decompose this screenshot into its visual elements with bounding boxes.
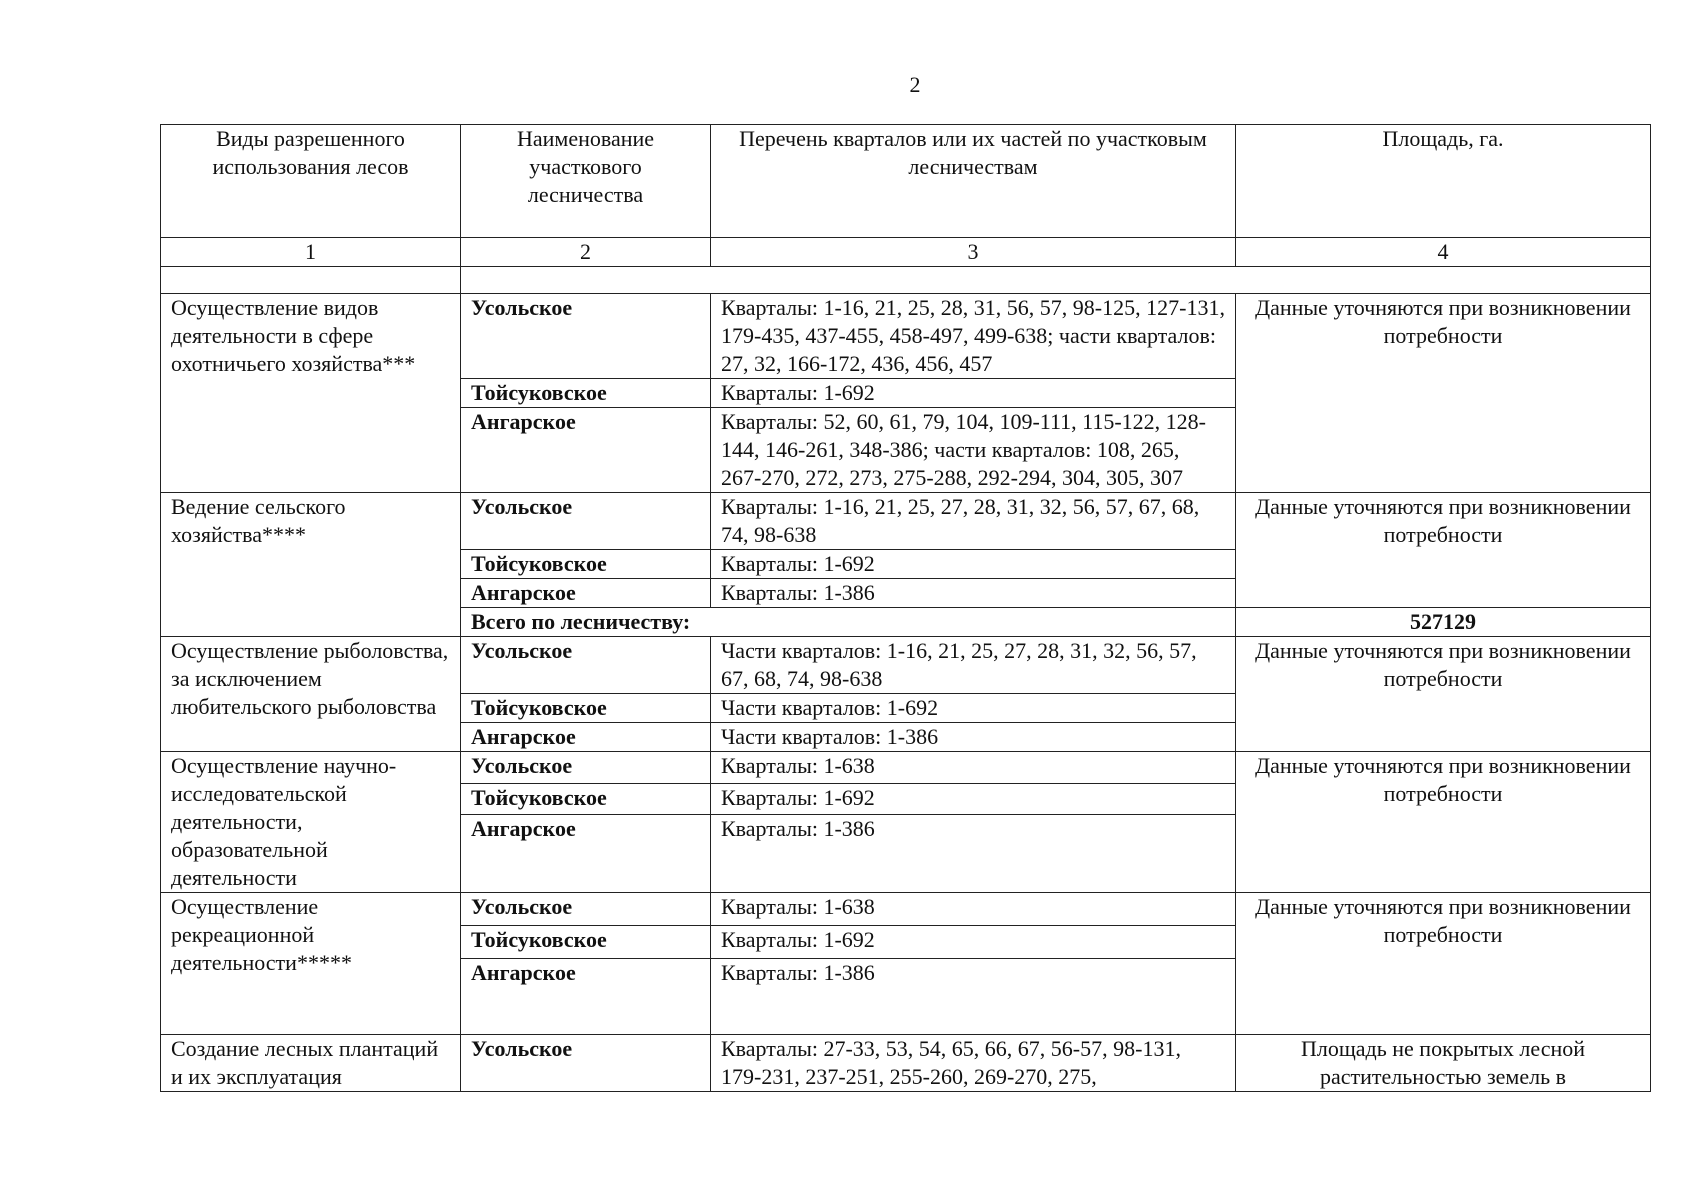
- use-type-cell: Осуществление научно-исследовательской деятельности, образовательной деятельности: [161, 752, 461, 893]
- use-type-cell: Ведение сельского хозяйства****: [161, 493, 461, 637]
- forestry-name: Усольское: [461, 752, 711, 784]
- forestry-name: Ангарское: [461, 723, 711, 752]
- quarters-cell: Кварталы: 1-638: [711, 752, 1236, 784]
- forestry-name: Ангарское: [461, 815, 711, 893]
- header-use-types: Виды разрешенного использования лесов: [161, 125, 461, 238]
- forestry-name: Усольское: [461, 1035, 711, 1092]
- area-cell: Площадь не покрытых лесной растительностью земель в: [1236, 1035, 1651, 1092]
- quarters-cell: Части кварталов: 1-386: [711, 723, 1236, 752]
- forestry-name: Усольское: [461, 294, 711, 379]
- quarters-cell: Кварталы: 1-692: [711, 926, 1236, 959]
- column-number: 3: [711, 238, 1236, 267]
- forestry-name: Тойсуковское: [461, 926, 711, 959]
- quarters-cell: Кварталы: 1-386: [711, 815, 1236, 893]
- forestry-name: Тойсуковское: [461, 379, 711, 408]
- table-row: [161, 637, 1651, 694]
- quarters-cell: Кварталы: 1-16, 21, 25, 27, 28, 31, 32, 56, 57, 67, 68, 74, 98-638: [711, 493, 1236, 550]
- area-cell: Данные уточняются при возникновении потребности: [1236, 493, 1651, 608]
- page-number: 2: [909, 72, 921, 97]
- header-row: [161, 125, 1651, 238]
- column-number-row: [161, 238, 1651, 267]
- use-type-cell: Осуществление видов деятельности в сфере охотничьего хозяйства***: [161, 294, 461, 493]
- forest-use-table: [160, 124, 1651, 1092]
- use-type-cell: Осуществление рекреационной деятельности*****: [161, 893, 461, 1035]
- quarters-cell: Части кварталов: 1-16, 21, 25, 27, 28, 31, 32, 56, 57, 67, 68, 74, 98-638: [711, 637, 1236, 694]
- area-cell: Данные уточняются при возникновении потребности: [1236, 294, 1651, 493]
- column-number: 2: [461, 238, 711, 267]
- use-type-cell: Создание лесных плантаций и их эксплуатация: [161, 1035, 461, 1092]
- forestry-name: Усольское: [461, 493, 711, 550]
- area-cell: Данные уточняются при возникновении потребности: [1236, 893, 1651, 1035]
- quarters-cell: Кварталы: 1-386: [711, 579, 1236, 608]
- spacer-row: [161, 267, 1651, 294]
- column-number: 1: [161, 238, 461, 267]
- total-label: Всего по лесничеству:: [461, 608, 1236, 637]
- table-row: [161, 294, 1651, 379]
- column-number: 4: [1236, 238, 1651, 267]
- quarters-cell: Кварталы: 27-33, 53, 54, 65, 66, 67, 56-57, 98-131, 179-231, 237-251, 255-260, 269-270, 275,: [711, 1035, 1236, 1092]
- quarters-cell: Кварталы: 1-16, 21, 25, 28, 31, 56, 57, 98-125, 127-131, 179-435, 437-455, 458-497, 499-638; части кварталов: 27, 32, 166-172, 436, 456, 457: [711, 294, 1236, 379]
- table-row: [161, 493, 1651, 550]
- quarters-cell: Кварталы: 1-386: [711, 959, 1236, 1035]
- forestry-name: Ангарское: [461, 579, 711, 608]
- forestry-name: Усольское: [461, 893, 711, 926]
- header-quarters-list: Перечень кварталов или их частей по участковым лесничествам: [711, 125, 1236, 238]
- table-row: [161, 893, 1651, 926]
- forestry-name: Усольское: [461, 637, 711, 694]
- quarters-cell: Кварталы: 1-692: [711, 783, 1236, 815]
- quarters-cell: Части кварталов: 1-692: [711, 694, 1236, 723]
- quarters-cell: Кварталы: 1-638: [711, 893, 1236, 926]
- area-cell: Данные уточняются при возникновении потребности: [1236, 752, 1651, 893]
- empty-cell: [161, 267, 461, 294]
- quarters-cell: Кварталы: 1-692: [711, 550, 1236, 579]
- total-value: 527129: [1236, 608, 1651, 637]
- table-row: [161, 752, 1651, 784]
- quarters-cell: Кварталы: 1-692: [711, 379, 1236, 408]
- area-cell: Данные уточняются при возникновении потребности: [1236, 637, 1651, 752]
- empty-cell: [461, 267, 1651, 294]
- forestry-name: Ангарское: [461, 959, 711, 1035]
- header-area: Площадь, га.: [1236, 125, 1651, 238]
- header-forestry-name: Наименование участкового лесничества: [461, 125, 711, 238]
- forestry-name: Тойсуковское: [461, 550, 711, 579]
- table-row: [161, 1035, 1651, 1092]
- forestry-name: Ангарское: [461, 408, 711, 493]
- use-type-cell: Осуществление рыболовства, за исключением любительского рыболовства: [161, 637, 461, 752]
- forestry-name: Тойсуковское: [461, 783, 711, 815]
- quarters-cell: Кварталы: 52, 60, 61, 79, 104, 109-111, 115-122, 128-144, 146-261, 348-386; части кварталов: 108, 265, 267-270, 272, 273, 275-288, 292-294, 304, 305, 307: [711, 408, 1236, 493]
- forestry-name: Тойсуковское: [461, 694, 711, 723]
